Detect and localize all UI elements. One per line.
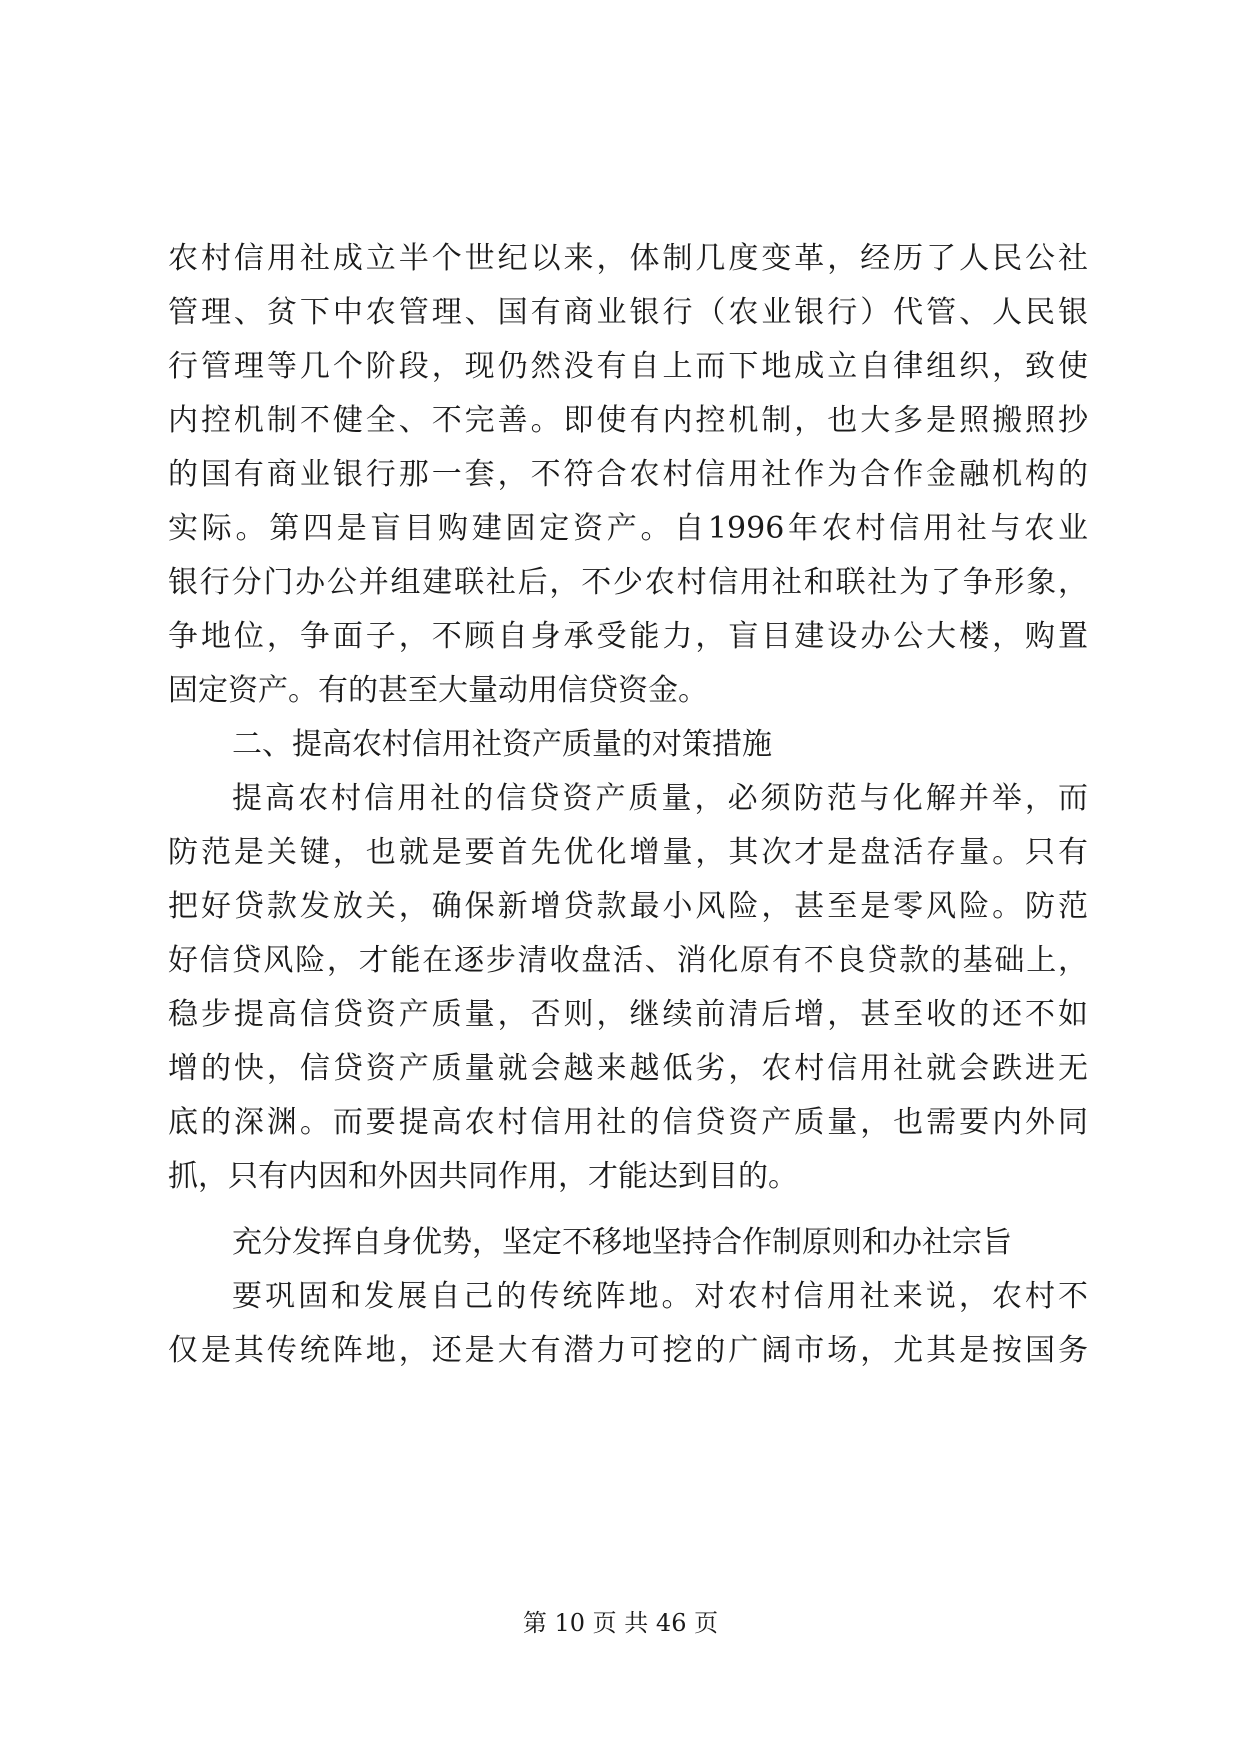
text-line: 抓，只有内因和外因共同作用，才能达到目的。 bbox=[168, 1159, 798, 1194]
text-line: 行管理等几个阶段，现仍然没有自上而下地成立自律组织，致使 bbox=[168, 349, 1088, 384]
page-number-footer: 第 10 页 共 46 页 bbox=[522, 1609, 719, 1637]
text-line: 银行分门办公并组建联社后，不少农村信用社和联社为了争形象， bbox=[168, 565, 1088, 600]
text-line: 要巩固和发展自己的传统阵地。对农村信用社来说，农村不 bbox=[232, 1279, 1088, 1314]
text-line: 防范是关键，也就是要首先优化增量，其次才是盘活存量。只有 bbox=[168, 835, 1088, 870]
text-line: 管理、贫下中农管理、国有商业银行（农业银行）代管、人民银 bbox=[168, 295, 1088, 330]
body-text bbox=[168, 232, 1088, 1378]
text-line: 把好贷款发放关，确保新增贷款最小风险，甚至是零风险。防范 bbox=[168, 889, 1088, 924]
subheading: 充分发挥自身优势，坚定不移地坚持合作制原则和办社宗旨 bbox=[232, 1225, 1012, 1260]
text-line: 好信贷风险，才能在逐步清收盘活、消化原有不良贷款的基础上， bbox=[168, 943, 1088, 978]
text-line: 农村信用社成立半个世纪以来，体制几度变革，经历了人民公社 bbox=[168, 241, 1088, 276]
text-line: 固定资产。有的甚至大量动用信贷资金。 bbox=[168, 673, 708, 708]
text-line: 仅是其传统阵地，还是大有潜力可挖的广阔市场，尤其是按国务 bbox=[168, 1333, 1088, 1368]
text-line: 内控机制不健全、不完善。即使有内控机制，也大多是照搬照抄 bbox=[168, 403, 1088, 438]
text-line: 争地位，争面子，不顾自身承受能力，盲目建设办公大楼，购置 bbox=[168, 619, 1088, 654]
text-line: 的国有商业银行那一套，不符合农村信用社作为合作金融机构的 bbox=[168, 457, 1088, 492]
text-line: 稳步提高信贷资产质量，否则，继续前清后增，甚至收的还不如 bbox=[168, 997, 1088, 1032]
section-heading: 二、提高农村信用社资产质量的对策措施 bbox=[232, 727, 772, 762]
text-line: 提高农村信用社的信贷资产质量，必须防范与化解并举，而 bbox=[232, 781, 1088, 816]
text-line: 底的深渊。而要提高农村信用社的信贷资产质量，也需要内外同 bbox=[168, 1105, 1088, 1140]
text-line: 实际。第四是盲目购建固定资产。自1996年农村信用社与农业 bbox=[168, 511, 1088, 546]
text-line: 增的快，信贷资产质量就会越来越低劣，农村信用社就会跌进无 bbox=[168, 1051, 1088, 1086]
